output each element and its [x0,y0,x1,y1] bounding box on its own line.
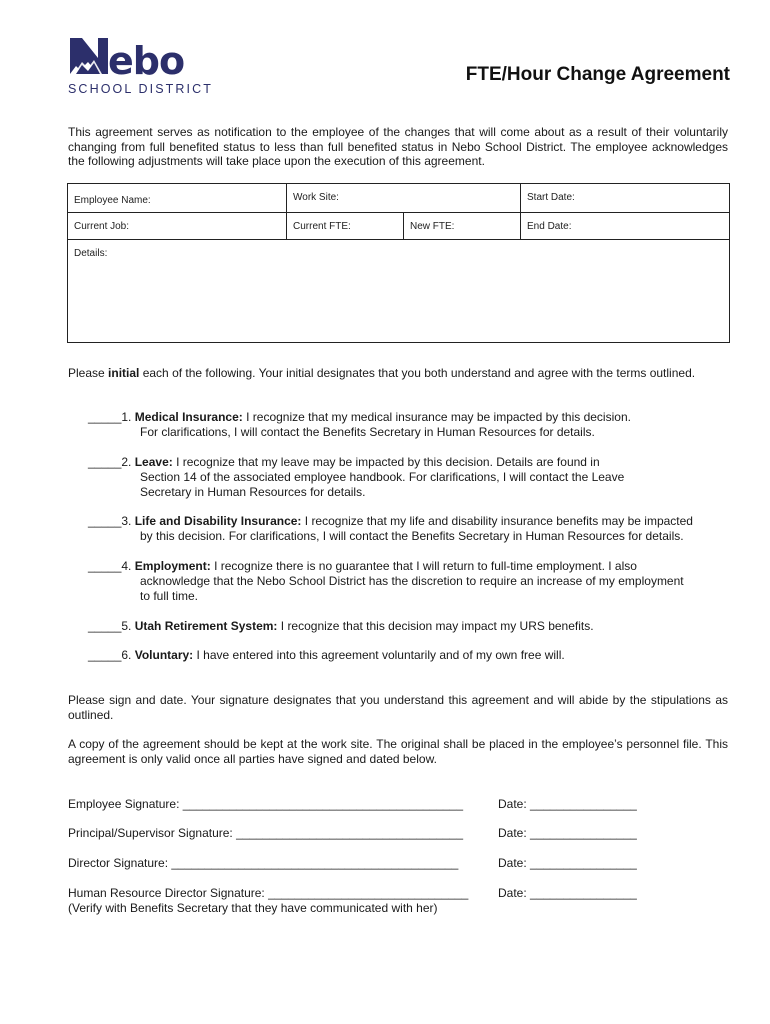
item-employment [88,559,748,604]
logo-text: ebo [108,39,185,83]
employee-signature-line[interactable]: Employee Signature: __________________________________________ [68,797,464,811]
item-title: Leave: [134,455,173,469]
current-fte-field[interactable] [287,213,404,240]
item-text-cont: acknowledge that the Nebo School District has the discretion to require an increase of my employment [140,574,684,588]
item-title: Medical Insurance: [134,410,243,424]
employee-name-field[interactable] [68,184,287,213]
hr-director-signature-line[interactable]: Human Resource Director Signature: ______________________________ [68,886,469,900]
initial-instructions-prefix: Please [68,366,109,380]
principal-date-line[interactable]: Date: ________________ [498,826,637,840]
employee-info-table [67,183,730,343]
item-title: Voluntary: [134,648,194,662]
item-medical-insurance [88,410,738,440]
item-title: Life and Disability Insurance: [134,514,302,528]
details-label: Details: [74,248,108,259]
hr-director-date-line[interactable]: Date: ________________ [498,886,637,900]
intro-paragraph: This agreement serves as notification to the employee of the changes that will come about as a result of their voluntarily changing from full benefited status to less than full benefited status in Nebo School District. The employee acknowledges the following adjustments will take place upon the execution of this agreement. [68,125,728,168]
initial-blank[interactable]: _____6. [88,648,135,662]
item-utah-retirement [88,619,738,634]
start-date-field[interactable] [521,184,730,213]
current-job-label: Current Job: [74,221,130,232]
item-text-cont: Secretary in Human Resources for details. [140,485,366,499]
item-text: I recognize that my medical insurance may be impacted by this decision. [242,410,631,424]
initial-blank[interactable]: _____2. [88,455,135,469]
item-life-disability [88,514,748,544]
sign-instructions: Please sign and date. Your signature designates that you understand this agreement and will abide by the stipulations as outlined. [68,693,728,722]
item-text: I recognize that my life and disability insurance benefits may be impacted [301,514,693,528]
item-title: Utah Retirement System: [134,619,278,633]
item-text: I recognize there is no guarantee that I will return to full-time employment. I also [210,559,637,573]
principal-signature-line[interactable]: Principal/Supervisor Signature: __________________________________ [68,826,463,840]
copy-note: A copy of the agreement should be kept at the work site. The original shall be placed in the employee’s personnel file. This agreement is only valid once all parties have signed and dated below. [68,737,728,766]
employee-name-label: Employee Name: [74,195,151,206]
employee-date-line[interactable]: Date: ________________ [498,797,637,811]
initial-instructions-suffix: each of the following. Your initial designates that you both understand and agree with the terms outlined. [139,366,696,380]
current-job-field[interactable] [68,213,287,240]
new-fte-label: New FTE: [410,221,455,232]
end-date-label: End Date: [527,221,572,232]
work-site-field[interactable] [287,184,521,213]
initial-instructions-bold: initial [108,366,140,380]
initial-blank[interactable]: _____3. [88,514,135,528]
item-text: I have entered into this agreement voluntarily and of my own free will. [193,648,565,662]
start-date-label: Start Date: [527,192,575,203]
item-text-cont: Section 14 of the associated employee handbook. For clarifications, I will contact the Leave [140,470,625,484]
director-date-line[interactable]: Date: ________________ [498,856,637,870]
item-text: I recognize that my leave may be impacted by this decision. Details are found in [172,455,600,469]
initial-blank[interactable]: _____1. [88,410,135,424]
item-text-cont: For clarifications, I will contact the Benefits Secretary in Human Resources for details. [140,425,595,439]
current-fte-label: Current FTE: [293,221,351,232]
item-leave [88,455,738,500]
director-signature-line[interactable]: Director Signature: ___________________________________________ [68,856,459,870]
item-text-cont: by this decision. For clarifications, I will contact the Benefits Secretary in Human Resources for details. [140,529,684,543]
new-fte-field[interactable] [404,213,521,240]
work-site-label: Work Site: [293,192,339,203]
initial-blank[interactable]: _____4. [88,559,135,573]
item-voluntary [88,648,738,663]
initial-instructions [68,366,728,381]
item-text-cont: to full time. [140,589,199,603]
details-field[interactable] [68,240,730,343]
item-text: I recognize that this decision may impact my URS benefits. [277,619,594,633]
document-title: FTE/Hour Change Agreement [465,64,730,85]
end-date-field[interactable] [521,213,730,240]
item-title: Employment: [134,559,211,573]
initial-blank[interactable]: _____5. [88,619,135,633]
hr-director-note: (Verify with Benefits Secretary that they have communicated with her) [68,901,438,915]
logo-subtitle: SCHOOL DISTRICT [68,82,213,96]
